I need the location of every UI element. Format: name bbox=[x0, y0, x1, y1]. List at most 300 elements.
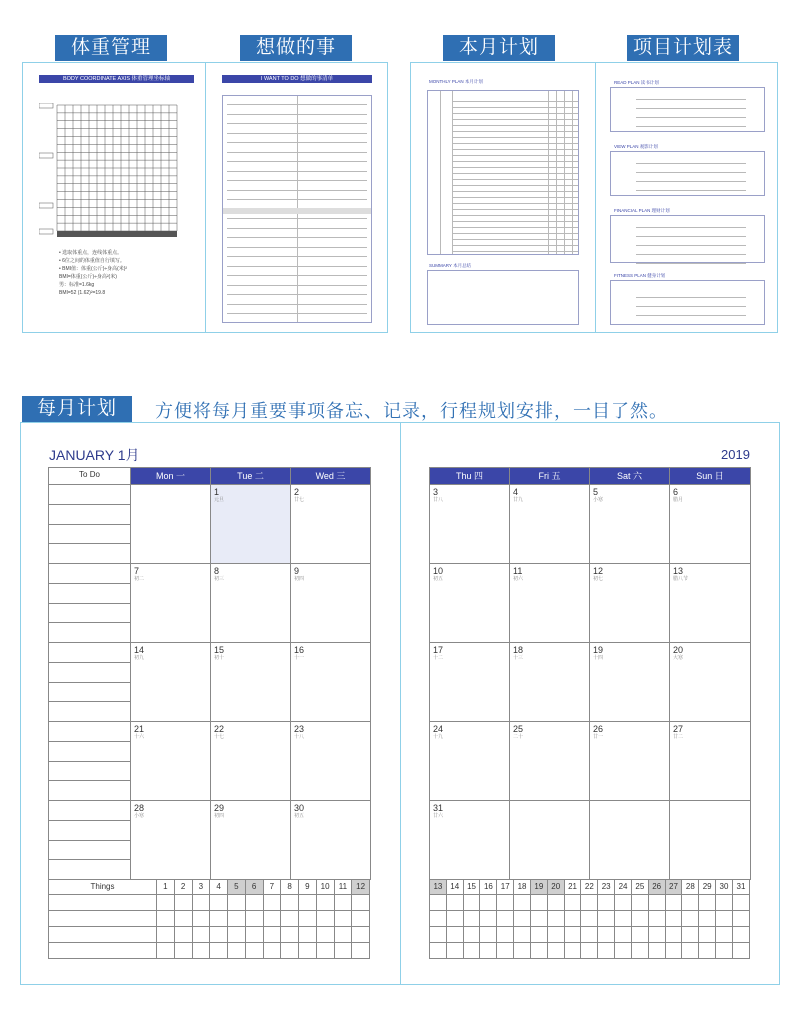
habit-check-cell[interactable] bbox=[480, 911, 497, 927]
habit-check-cell[interactable] bbox=[648, 943, 665, 959]
day-number: 17 bbox=[433, 645, 444, 655]
date-column-header: 16 bbox=[480, 880, 497, 895]
habit-check-cell[interactable] bbox=[564, 911, 581, 927]
habit-check-cell[interactable] bbox=[581, 911, 598, 927]
habit-check-cell[interactable] bbox=[430, 927, 447, 943]
todo-thumb-line bbox=[227, 190, 367, 191]
habit-check-cell[interactable] bbox=[514, 895, 531, 911]
project-thumb-line bbox=[636, 306, 746, 307]
todo-thumb-line bbox=[227, 237, 367, 238]
habit-check-cell[interactable] bbox=[598, 895, 615, 911]
day-header: Wed 三 bbox=[291, 468, 371, 485]
weight-thumb-page bbox=[22, 62, 206, 333]
todo-line[interactable] bbox=[49, 583, 131, 603]
todo-line[interactable] bbox=[49, 761, 131, 781]
todo-thumb-line bbox=[227, 228, 367, 229]
month-thumb-line bbox=[452, 185, 578, 186]
habit-check-cell[interactable] bbox=[648, 927, 665, 943]
habit-check-cell[interactable] bbox=[732, 927, 749, 943]
habit-check-cell[interactable] bbox=[174, 943, 192, 959]
todo-thumb-line bbox=[227, 142, 367, 143]
todo-thumb-page bbox=[205, 62, 388, 333]
habit-check-cell[interactable] bbox=[210, 943, 228, 959]
habit-check-cell[interactable] bbox=[210, 927, 228, 943]
habit-check-cell[interactable] bbox=[192, 943, 210, 959]
lunar-date: 腊月 bbox=[673, 497, 684, 503]
month-thumb-line bbox=[452, 227, 578, 228]
date-column-header: 31 bbox=[732, 880, 749, 895]
day-cell[interactable] bbox=[670, 485, 751, 564]
lunar-date: 初七 bbox=[593, 576, 604, 582]
habit-check-cell[interactable] bbox=[446, 943, 463, 959]
habit-check-cell[interactable] bbox=[299, 895, 317, 911]
day-number: 14 bbox=[134, 645, 145, 655]
day-cell[interactable] bbox=[510, 722, 590, 801]
date-column-header: 13 bbox=[430, 880, 447, 895]
habit-check-cell[interactable] bbox=[564, 927, 581, 943]
day-cell[interactable] bbox=[590, 485, 670, 564]
calendar-right-page bbox=[400, 422, 780, 985]
lunar-date: 廿七 bbox=[294, 497, 305, 503]
lunar-date: 初五 bbox=[433, 576, 444, 582]
day-header: Fri 五 bbox=[510, 468, 590, 485]
month-plan-tag: 本月计划 bbox=[443, 35, 555, 61]
habit-check-cell[interactable] bbox=[334, 895, 352, 911]
project-thumb-line bbox=[636, 181, 746, 182]
things-line[interactable] bbox=[49, 895, 157, 911]
lunar-date: 十九 bbox=[433, 734, 444, 740]
habit-check-cell[interactable] bbox=[598, 943, 615, 959]
day-cell[interactable] bbox=[510, 485, 590, 564]
todo-line[interactable] bbox=[49, 781, 131, 801]
day-cell[interactable] bbox=[211, 643, 291, 722]
day-cell[interactable] bbox=[430, 485, 510, 564]
day-number: 26 bbox=[593, 724, 604, 734]
todo-line[interactable] bbox=[49, 524, 131, 544]
lunar-date: 初六 bbox=[513, 576, 524, 582]
habit-check-cell[interactable] bbox=[281, 943, 299, 959]
habit-check-cell[interactable] bbox=[463, 927, 480, 943]
month-title: JANUARY 1月 bbox=[49, 447, 140, 463]
day-cell[interactable] bbox=[291, 722, 371, 801]
habit-check-cell[interactable] bbox=[210, 911, 228, 927]
habit-check-cell[interactable] bbox=[631, 943, 648, 959]
habit-check-cell[interactable] bbox=[157, 895, 175, 911]
lunar-date: 十三 bbox=[513, 655, 524, 661]
date-column-header: 26 bbox=[648, 880, 665, 895]
todo-line[interactable] bbox=[49, 544, 131, 564]
todo-thumb-line bbox=[227, 275, 367, 276]
habit-check-cell[interactable] bbox=[564, 943, 581, 959]
month-thumb-line bbox=[452, 251, 578, 252]
lunar-date: 廿六 bbox=[433, 813, 444, 819]
day-number: 20 bbox=[673, 645, 684, 655]
project-thumb-line bbox=[636, 236, 746, 237]
habit-check-cell[interactable] bbox=[665, 911, 682, 927]
habit-check-cell[interactable] bbox=[245, 911, 263, 927]
habit-check-cell[interactable] bbox=[263, 927, 281, 943]
habit-check-cell[interactable] bbox=[446, 895, 463, 911]
habit-check-cell[interactable] bbox=[334, 943, 352, 959]
habit-check-cell[interactable] bbox=[682, 927, 699, 943]
date-column-header: 25 bbox=[631, 880, 648, 895]
habit-check-cell[interactable] bbox=[615, 943, 632, 959]
summary-thumb-box bbox=[427, 270, 579, 325]
todo-line[interactable] bbox=[49, 485, 131, 505]
habit-check-cell[interactable] bbox=[631, 927, 648, 943]
habit-check-cell[interactable] bbox=[615, 895, 632, 911]
month-thumb-line bbox=[452, 245, 578, 246]
habit-check-cell[interactable] bbox=[334, 911, 352, 927]
month-thumb-line bbox=[452, 209, 578, 210]
todo-tag: 想做的事 bbox=[240, 35, 352, 61]
day-number: 10 bbox=[433, 566, 444, 576]
habit-check-cell[interactable] bbox=[514, 927, 531, 943]
day-number: 11 bbox=[513, 566, 523, 576]
year-title: 2019 bbox=[721, 447, 750, 462]
lunar-date: 十四 bbox=[593, 655, 604, 661]
habit-check-cell[interactable] bbox=[263, 911, 281, 927]
habit-check-cell[interactable] bbox=[174, 895, 192, 911]
day-cell[interactable] bbox=[670, 801, 751, 880]
day-number: 21 bbox=[134, 724, 145, 734]
habit-check-cell[interactable] bbox=[245, 927, 263, 943]
habit-check-cell[interactable] bbox=[598, 927, 615, 943]
lunar-date: 二十 bbox=[513, 734, 524, 740]
todo-thumb-line bbox=[227, 123, 367, 124]
habit-check-cell[interactable] bbox=[352, 927, 370, 943]
todo-line[interactable] bbox=[49, 603, 131, 623]
date-column-header: 7 bbox=[263, 880, 281, 895]
habit-check-cell[interactable] bbox=[547, 927, 564, 943]
day-cell[interactable] bbox=[590, 722, 670, 801]
day-cell[interactable] bbox=[131, 801, 211, 880]
lunar-date: 初二 bbox=[134, 576, 145, 582]
things-line[interactable] bbox=[49, 911, 157, 927]
todo-line[interactable] bbox=[49, 682, 131, 702]
habit-check-cell[interactable] bbox=[699, 895, 716, 911]
habit-check-cell[interactable] bbox=[263, 895, 281, 911]
habit-check-cell[interactable] bbox=[192, 895, 210, 911]
habit-check-cell[interactable] bbox=[648, 895, 665, 911]
habit-check-cell[interactable] bbox=[631, 895, 648, 911]
habit-check-cell[interactable] bbox=[446, 927, 463, 943]
habit-check-cell[interactable] bbox=[497, 943, 514, 959]
habit-check-cell[interactable] bbox=[157, 927, 175, 943]
day-header: Sat 六 bbox=[590, 468, 670, 485]
habit-check-cell[interactable] bbox=[316, 911, 334, 927]
day-cell[interactable] bbox=[670, 564, 751, 643]
project-thumb-line bbox=[636, 163, 746, 164]
todo-line[interactable] bbox=[49, 702, 131, 722]
day-number: 12 bbox=[593, 566, 604, 576]
todo-thumb-line bbox=[227, 266, 367, 267]
habit-check-cell[interactable] bbox=[463, 895, 480, 911]
habit-check-cell[interactable] bbox=[514, 943, 531, 959]
habit-check-cell[interactable] bbox=[352, 911, 370, 927]
habit-check-cell[interactable] bbox=[716, 927, 733, 943]
habit-check-cell[interactable] bbox=[463, 943, 480, 959]
day-cell[interactable] bbox=[510, 801, 590, 880]
day-number: 5 bbox=[593, 487, 599, 497]
day-number: 27 bbox=[673, 724, 684, 734]
monthly-tag: 每月计划 bbox=[22, 396, 132, 422]
habit-check-cell[interactable] bbox=[581, 927, 598, 943]
habit-check-cell[interactable] bbox=[281, 895, 299, 911]
todo-thumb-line bbox=[227, 133, 367, 134]
habit-check-cell[interactable] bbox=[547, 895, 564, 911]
project-thumb-line bbox=[636, 172, 746, 173]
lunar-date: 初五 bbox=[294, 813, 305, 819]
habit-check-cell[interactable] bbox=[316, 943, 334, 959]
weight-tag: 体重管理 bbox=[55, 35, 167, 61]
habit-check-cell[interactable] bbox=[682, 895, 699, 911]
date-column-header: 15 bbox=[463, 880, 480, 895]
month-thumb-line bbox=[452, 173, 578, 174]
monthly-caption: 方便将每月重要事项备忘、记录，行程规划安排，一目了然。 bbox=[155, 401, 668, 421]
todo-thumb-line bbox=[227, 218, 367, 219]
month-thumb-line bbox=[452, 215, 578, 216]
todo-line[interactable] bbox=[49, 623, 131, 643]
habit-check-cell[interactable] bbox=[316, 927, 334, 943]
date-column-header: 30 bbox=[716, 880, 733, 895]
habit-check-cell[interactable] bbox=[228, 895, 246, 911]
date-column-header: 1 bbox=[157, 880, 175, 895]
todo-thumb-line bbox=[227, 104, 367, 105]
day-cell[interactable] bbox=[291, 564, 371, 643]
habit-check-cell[interactable] bbox=[564, 895, 581, 911]
date-column-header: 5 bbox=[228, 880, 246, 895]
project-thumb-line bbox=[636, 117, 746, 118]
project-thumb-line bbox=[636, 297, 746, 298]
day-number: 16 bbox=[294, 645, 305, 655]
habit-check-cell[interactable] bbox=[157, 943, 175, 959]
weight-grid bbox=[39, 103, 184, 239]
day-cell[interactable] bbox=[670, 643, 751, 722]
lunar-date: 廿一 bbox=[593, 734, 604, 740]
habit-check-cell[interactable] bbox=[682, 943, 699, 959]
habit-check-cell[interactable] bbox=[699, 911, 716, 927]
day-header: Tue 二 bbox=[211, 468, 291, 485]
habit-check-cell[interactable] bbox=[716, 895, 733, 911]
day-number: 22 bbox=[214, 724, 225, 734]
todo-thumb-line bbox=[227, 161, 367, 162]
todo-line[interactable] bbox=[49, 504, 131, 524]
month-thumb-table bbox=[427, 90, 579, 255]
habit-check-cell[interactable] bbox=[732, 943, 749, 959]
habit-check-cell[interactable] bbox=[174, 927, 192, 943]
financial-plan-box bbox=[610, 215, 765, 263]
habit-check-cell[interactable] bbox=[352, 943, 370, 959]
habit-check-cell[interactable] bbox=[530, 943, 547, 959]
habit-check-cell[interactable] bbox=[352, 895, 370, 911]
todo-thumb-line bbox=[227, 152, 367, 153]
lunar-date: 初四 bbox=[294, 576, 305, 582]
date-column-header: 22 bbox=[581, 880, 598, 895]
habit-check-cell[interactable] bbox=[299, 927, 317, 943]
habit-check-cell[interactable] bbox=[463, 911, 480, 927]
day-cell[interactable] bbox=[430, 643, 510, 722]
habit-check-cell[interactable] bbox=[430, 911, 447, 927]
day-cell[interactable] bbox=[430, 722, 510, 801]
project-thumb-line bbox=[636, 108, 746, 109]
todo-line[interactable] bbox=[49, 662, 131, 682]
habit-check-cell[interactable] bbox=[245, 895, 263, 911]
date-column-header: 8 bbox=[281, 880, 299, 895]
habit-check-cell[interactable] bbox=[430, 943, 447, 959]
day-cell[interactable] bbox=[590, 643, 670, 722]
day-cell[interactable] bbox=[211, 801, 291, 880]
day-cell[interactable] bbox=[131, 722, 211, 801]
habit-check-cell[interactable] bbox=[665, 927, 682, 943]
date-column-header: 23 bbox=[598, 880, 615, 895]
day-cell[interactable] bbox=[291, 485, 371, 564]
lunar-date: 廿九 bbox=[513, 497, 524, 503]
habit-check-cell[interactable] bbox=[497, 895, 514, 911]
habit-check-cell[interactable] bbox=[263, 943, 281, 959]
habit-check-cell[interactable] bbox=[530, 927, 547, 943]
month-thumb-line bbox=[452, 239, 578, 240]
lunar-date: 小寒 bbox=[134, 813, 145, 819]
habit-check-cell[interactable] bbox=[732, 895, 749, 911]
habit-check-cell[interactable] bbox=[648, 911, 665, 927]
fitness-plan-title: FITNESS PLAN 健身计划 bbox=[614, 273, 666, 278]
habit-check-cell[interactable] bbox=[732, 911, 749, 927]
todo-line[interactable] bbox=[49, 722, 131, 742]
todo-line[interactable] bbox=[49, 820, 131, 840]
habit-check-cell[interactable] bbox=[682, 911, 699, 927]
habit-check-cell[interactable] bbox=[665, 895, 682, 911]
things-line[interactable] bbox=[49, 943, 157, 959]
todo-line[interactable] bbox=[49, 860, 131, 880]
habit-check-cell[interactable] bbox=[192, 911, 210, 927]
todo-line[interactable] bbox=[49, 741, 131, 761]
habit-check-cell[interactable] bbox=[598, 911, 615, 927]
todo-line[interactable] bbox=[49, 643, 131, 663]
habit-check-cell[interactable] bbox=[446, 911, 463, 927]
day-cell[interactable] bbox=[430, 801, 510, 880]
habit-check-cell[interactable] bbox=[245, 943, 263, 959]
day-cell[interactable] bbox=[291, 801, 371, 880]
habit-check-cell[interactable] bbox=[716, 943, 733, 959]
todo-line[interactable] bbox=[49, 801, 131, 821]
day-cell[interactable] bbox=[510, 564, 590, 643]
todo-header: To Do bbox=[49, 468, 131, 485]
habit-check-cell[interactable] bbox=[430, 895, 447, 911]
day-header: Thu 四 bbox=[430, 468, 510, 485]
month-thumb-line bbox=[452, 233, 578, 234]
todo-line[interactable] bbox=[49, 564, 131, 584]
todo-thumb-line bbox=[227, 180, 367, 181]
project-thumb-line bbox=[636, 190, 746, 191]
financial-plan-title: FINANCIAL PLAN 理财计划 bbox=[614, 208, 670, 213]
todo-thumb-line bbox=[227, 114, 367, 115]
habit-check-cell[interactable] bbox=[581, 895, 598, 911]
day-cell[interactable] bbox=[211, 722, 291, 801]
month-thumb-line bbox=[452, 149, 578, 150]
habit-check-cell[interactable] bbox=[174, 911, 192, 927]
lunar-date: 十七 bbox=[214, 734, 225, 740]
habit-check-cell[interactable] bbox=[281, 911, 299, 927]
habit-check-cell[interactable] bbox=[699, 927, 716, 943]
habit-check-cell[interactable] bbox=[665, 943, 682, 959]
lunar-date: 初十 bbox=[214, 655, 225, 661]
day-cell[interactable] bbox=[670, 722, 751, 801]
day-header: Sun 日 bbox=[670, 468, 751, 485]
lunar-date: 廿二 bbox=[673, 734, 684, 740]
habit-check-cell[interactable] bbox=[547, 911, 564, 927]
summary-thumb-title: SUMMARY 本月总结 bbox=[429, 263, 472, 268]
day-cell[interactable] bbox=[131, 485, 211, 564]
things-line[interactable] bbox=[49, 927, 157, 943]
habit-check-cell[interactable] bbox=[210, 895, 228, 911]
day-cell[interactable] bbox=[211, 564, 291, 643]
habit-check-cell[interactable] bbox=[716, 911, 733, 927]
habit-check-cell[interactable] bbox=[334, 927, 352, 943]
day-cell[interactable] bbox=[131, 564, 211, 643]
habit-check-cell[interactable] bbox=[281, 927, 299, 943]
day-cell[interactable] bbox=[590, 801, 670, 880]
todo-line[interactable] bbox=[49, 840, 131, 860]
habit-check-cell[interactable] bbox=[514, 911, 531, 927]
habit-check-cell[interactable] bbox=[228, 911, 246, 927]
habit-check-cell[interactable] bbox=[530, 911, 547, 927]
habit-check-cell[interactable] bbox=[157, 911, 175, 927]
habit-check-cell[interactable] bbox=[480, 895, 497, 911]
habit-check-cell[interactable] bbox=[228, 927, 246, 943]
habit-check-cell[interactable] bbox=[497, 911, 514, 927]
month-thumb-line bbox=[452, 113, 578, 114]
day-cell[interactable] bbox=[430, 564, 510, 643]
day-number: 31 bbox=[433, 803, 444, 813]
habit-check-cell[interactable] bbox=[699, 943, 716, 959]
habit-check-cell[interactable] bbox=[299, 943, 317, 959]
habit-check-cell[interactable] bbox=[530, 895, 547, 911]
todo-thumb-line bbox=[227, 247, 367, 248]
habit-check-cell[interactable] bbox=[480, 943, 497, 959]
lunar-date: 初九 bbox=[134, 655, 145, 661]
day-cell[interactable] bbox=[291, 643, 371, 722]
todo-thumb-box bbox=[222, 95, 372, 323]
day-number: 19 bbox=[593, 645, 604, 655]
habit-check-cell[interactable] bbox=[480, 927, 497, 943]
weight-thumb-title: BODY COORDINATE AXIS 体重管理坐标轴 bbox=[39, 75, 194, 83]
lunar-date: 十一 bbox=[294, 655, 305, 661]
habit-check-cell[interactable] bbox=[615, 911, 632, 927]
project-thumb-line bbox=[636, 99, 746, 100]
day-cell[interactable] bbox=[211, 485, 291, 564]
things-right-grid bbox=[429, 879, 750, 959]
habit-check-cell[interactable] bbox=[615, 927, 632, 943]
habit-check-cell[interactable] bbox=[299, 911, 317, 927]
day-cell[interactable] bbox=[590, 564, 670, 643]
day-cell[interactable] bbox=[131, 643, 211, 722]
project-thumb-line bbox=[636, 315, 746, 316]
todo-thumb-title: I WANT TO DO 想做的事清单 bbox=[222, 75, 372, 83]
date-column-header: 9 bbox=[299, 880, 317, 895]
habit-check-cell[interactable] bbox=[228, 943, 246, 959]
habit-check-cell[interactable] bbox=[547, 943, 564, 959]
month-thumb-line bbox=[452, 119, 578, 120]
day-cell[interactable] bbox=[510, 643, 590, 722]
habit-check-cell[interactable] bbox=[631, 911, 648, 927]
habit-check-cell[interactable] bbox=[581, 943, 598, 959]
calendar-left-page bbox=[20, 422, 401, 985]
habit-check-cell[interactable] bbox=[316, 895, 334, 911]
project-thumb-line bbox=[636, 227, 746, 228]
habit-check-cell[interactable] bbox=[497, 927, 514, 943]
habit-check-cell[interactable] bbox=[192, 927, 210, 943]
